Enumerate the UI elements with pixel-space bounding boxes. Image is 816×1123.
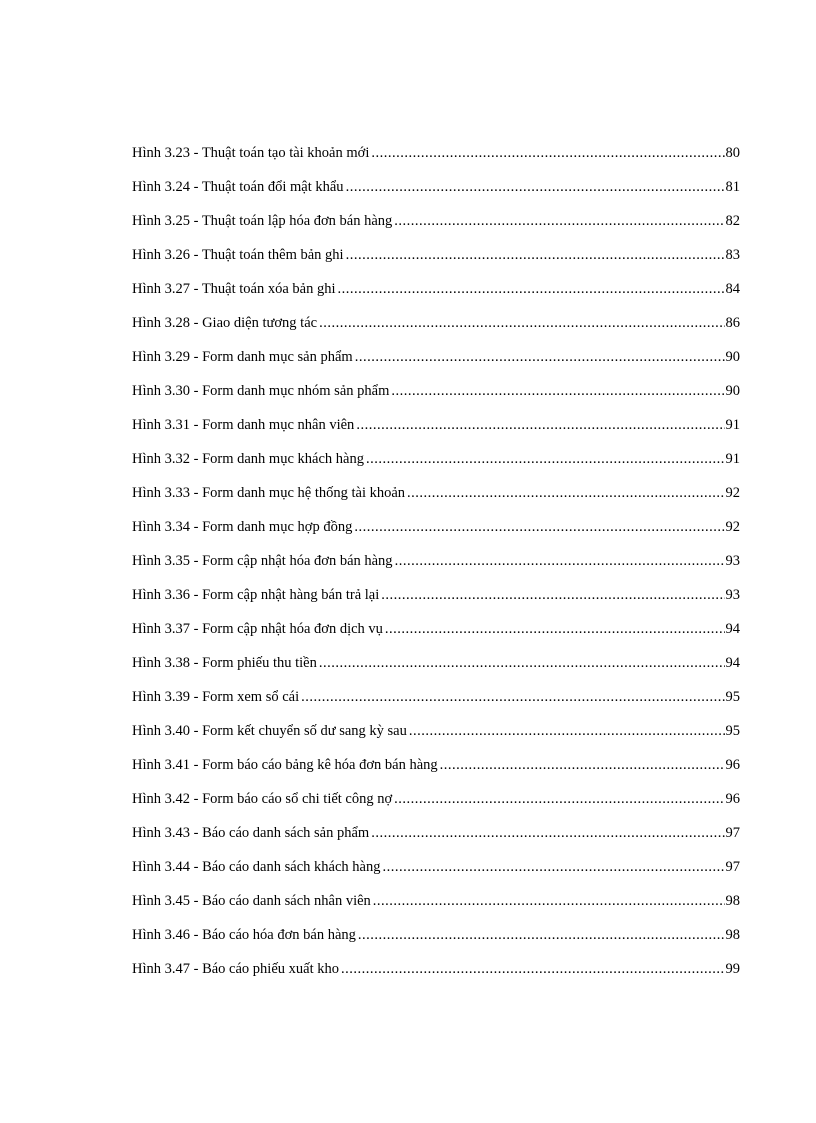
- dot-leader: [355, 346, 725, 368]
- toc-entry: [132, 958, 740, 992]
- toc-entry: [132, 414, 740, 448]
- dot-leader: [381, 584, 724, 606]
- toc-entry-page: 97: [725, 825, 740, 841]
- toc-entry-page: 96: [725, 791, 740, 807]
- toc-entry-title: Hình 3.46 - Báo cáo hóa đơn bán hàng: [132, 927, 356, 943]
- dot-leader: [440, 754, 725, 776]
- toc-entry: [132, 720, 740, 754]
- toc-entry: [132, 550, 740, 584]
- toc-entry-title: Hình 3.42 - Form báo cáo sổ chi tiết công nợ: [132, 791, 393, 807]
- toc-entry-page: 95: [725, 723, 740, 739]
- toc-entry: [132, 618, 740, 652]
- toc-entry: [132, 346, 740, 380]
- toc-entry: [132, 686, 740, 720]
- toc-entry-page: 92: [725, 519, 740, 535]
- toc-entry-title: Hình 3.37 - Form cập nhật hóa đơn dịch vụ: [132, 621, 383, 637]
- toc-entry-title: Hình 3.33 - Form danh mục hệ thống tài khoản: [132, 485, 406, 501]
- toc-entry-title: Hình 3.40 - Form kết chuyển số dư sang kỳ sau: [132, 723, 407, 739]
- dot-leader: [373, 890, 725, 912]
- toc-entry: [132, 482, 740, 516]
- dot-leader: [356, 414, 724, 436]
- toc-entry: [132, 754, 740, 788]
- list-of-figures: [132, 142, 740, 992]
- toc-entry: [132, 924, 740, 958]
- toc-entry: [132, 380, 740, 414]
- dot-leader: [341, 958, 725, 980]
- toc-entry: [132, 652, 740, 686]
- toc-entry: [132, 278, 740, 312]
- toc-entry: [132, 176, 740, 210]
- toc-entry-page: 83: [725, 247, 740, 263]
- toc-entry: [132, 856, 740, 890]
- toc-entry-title: Hình 3.24 - Thuật toán đổi mật khẩu: [132, 179, 344, 195]
- toc-entry-page: 81: [725, 179, 740, 195]
- toc-entry-page: 93: [725, 553, 740, 569]
- toc-entry-title: Hình 3.27 - Thuật toán xóa bản ghi: [132, 281, 336, 297]
- toc-entry-title: Hình 3.30 - Form danh mục nhóm sản phẩm: [132, 383, 390, 399]
- dot-leader: [319, 312, 724, 334]
- toc-entry-page: 82: [725, 213, 740, 229]
- toc-entry: [132, 312, 740, 346]
- toc-entry: [132, 516, 740, 550]
- toc-entry-page: 95: [725, 689, 740, 705]
- toc-entry: [132, 788, 740, 822]
- toc-entry-page: 94: [725, 621, 740, 637]
- toc-entry-title: Hình 3.34 - Form danh mục hợp đồng: [132, 519, 353, 535]
- toc-entry-page: 94: [725, 655, 740, 671]
- dot-leader: [407, 482, 724, 504]
- toc-entry-title: Hình 3.36 - Form cập nhật hàng bán trả lại: [132, 587, 380, 603]
- toc-entry-page: 96: [725, 757, 740, 773]
- dot-leader: [346, 244, 725, 266]
- toc-entry: [132, 890, 740, 924]
- dot-leader: [366, 448, 725, 470]
- toc-entry-page: 91: [725, 451, 740, 467]
- toc-entry: [132, 142, 740, 176]
- toc-entry-page: 90: [725, 383, 740, 399]
- toc-entry: [132, 244, 740, 278]
- dot-leader: [394, 210, 724, 232]
- toc-entry-page: 98: [725, 927, 740, 943]
- toc-entry-title: Hình 3.23 - Thuật toán tạo tài khoản mới: [132, 145, 370, 161]
- dot-leader: [382, 856, 724, 878]
- dot-leader: [395, 550, 725, 572]
- dot-leader: [358, 924, 725, 946]
- toc-entry: [132, 822, 740, 856]
- dot-leader: [354, 516, 724, 538]
- toc-entry-title: Hình 3.31 - Form danh mục nhân viên: [132, 417, 355, 433]
- dot-leader: [371, 142, 724, 164]
- toc-entry-page: 97: [725, 859, 740, 875]
- toc-entry-title: Hình 3.41 - Form báo cáo bảng kê hóa đơn bán hàng: [132, 757, 438, 773]
- dot-leader: [409, 720, 725, 742]
- toc-entry-page: 84: [725, 281, 740, 297]
- dot-leader: [385, 618, 725, 640]
- toc-entry-title: Hình 3.32 - Form danh mục khách hàng: [132, 451, 364, 467]
- toc-entry-title: Hình 3.35 - Form cập nhật hóa đơn bán hàng: [132, 553, 393, 569]
- toc-entry-page: 91: [725, 417, 740, 433]
- toc-entry-title: Hình 3.26 - Thuật toán thêm bản ghi: [132, 247, 344, 263]
- toc-entry-title: Hình 3.45 - Báo cáo danh sách nhân viên: [132, 893, 371, 909]
- toc-entry-title: Hình 3.28 - Giao diện tương tác: [132, 315, 318, 331]
- dot-leader: [301, 686, 724, 708]
- dot-leader: [338, 278, 725, 300]
- dot-leader: [394, 788, 724, 810]
- toc-entry-page: 98: [725, 893, 740, 909]
- dot-leader: [371, 822, 724, 844]
- toc-entry-page: 80: [725, 145, 740, 161]
- toc-entry-title: Hình 3.44 - Báo cáo danh sách khách hàng: [132, 859, 381, 875]
- toc-entry-page: 93: [725, 587, 740, 603]
- toc-entry-title: Hình 3.43 - Báo cáo danh sách sản phẩm: [132, 825, 370, 841]
- toc-entry: [132, 448, 740, 482]
- toc-entry-title: Hình 3.25 - Thuật toán lập hóa đơn bán hàng: [132, 213, 393, 229]
- toc-entry-page: 92: [725, 485, 740, 501]
- toc-entry: [132, 584, 740, 618]
- toc-entry-title: Hình 3.47 - Báo cáo phiếu xuất kho: [132, 961, 339, 977]
- dot-leader: [319, 652, 725, 674]
- toc-entry-page: 99: [725, 961, 740, 977]
- toc-entry: [132, 210, 740, 244]
- toc-entry-title: Hình 3.29 - Form danh mục sản phẩm: [132, 349, 353, 365]
- toc-entry-page: 90: [725, 349, 740, 365]
- toc-entry-title: Hình 3.39 - Form xem sổ cái: [132, 689, 300, 705]
- toc-entry-page: 86: [725, 315, 740, 331]
- dot-leader: [391, 380, 724, 402]
- dot-leader: [346, 176, 725, 198]
- toc-entry-title: Hình 3.38 - Form phiếu thu tiền: [132, 655, 317, 671]
